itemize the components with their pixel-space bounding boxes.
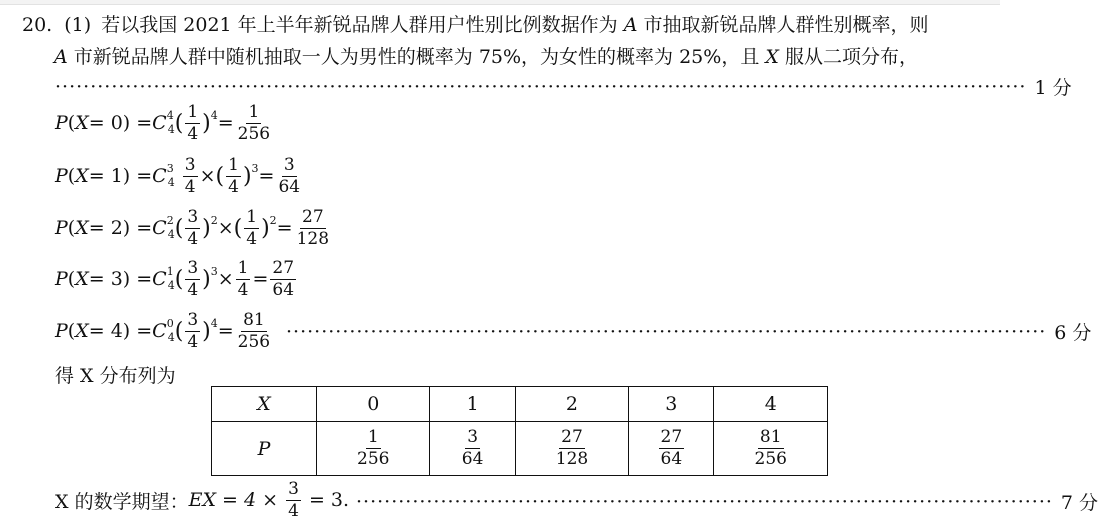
x-value: 3 [629, 387, 714, 422]
expectation-expr: EX = 4 × [188, 489, 279, 511]
x-value: 2 [515, 387, 628, 422]
p-value: $\frac{27}{128}$ [515, 422, 628, 476]
prob-row-3: P ( X = 3) = C 1 4 ( $\frac{3}{4}$ ) 3 × $\frac{1}{4}$ = $\frac{27}{64}$ [55, 257, 295, 300]
x-value: 1 [430, 387, 515, 422]
var-x: X [765, 46, 779, 68]
score-2: 6 分 [1054, 322, 1092, 344]
header-p: P [212, 422, 317, 476]
p-value: $\frac{3}{64}$ [430, 422, 515, 476]
problem-text-2b: 服从二项分布， [784, 46, 918, 68]
score-line-2 [286, 318, 1092, 345]
prob-row-1: P ( X = 1) = C 3 4 $\frac{3}{4}$ × ( $\frac{1}{4}$ ) 3 = $\frac{3}{64}$ [55, 154, 301, 197]
problem-line-2 [54, 42, 918, 69]
problem-number: 20. [22, 14, 53, 36]
x-value: 4 [714, 387, 828, 422]
var-a-2: A [54, 46, 68, 68]
prob-0-result: $\frac{1}{256}$ [237, 101, 271, 144]
x-value: 0 [317, 387, 430, 422]
dot-leader-2: ············································································································ [286, 320, 1047, 343]
score-3: 7 分 [1060, 492, 1098, 514]
problem-line-1 [22, 10, 929, 37]
score-1: 1 分 [1034, 77, 1072, 99]
header-x: X [212, 387, 317, 422]
expectation-result: = 3. [308, 489, 350, 511]
dot-leader-1: ·········································································································································· [55, 75, 1027, 98]
prob-3-result: $\frac{27}{64}$ [272, 257, 295, 300]
expectation-line: X 的数学期望： EX = 4 × $\frac{3}{4}$ = 3. [55, 478, 350, 521]
problem-text-1: 若以我国 2021 年上半年新锐品牌人群用户性别比例数据作为 [101, 14, 618, 36]
table-row-x [212, 387, 828, 422]
top-tab-strip [0, 0, 1000, 5]
p-value: $\frac{27}{64}$ [629, 422, 714, 476]
distribution-table [211, 386, 828, 476]
p-value: $\frac{81}{256}$ [714, 422, 828, 476]
prob-row-2: P ( X = 2) = C 2 4 ( $\frac{3}{4}$ ) 2 × ( $\frac{1}{4}$ ) 2 = $\frac{27}{128}$ [55, 206, 330, 249]
problem-part: (1) [64, 14, 92, 36]
prob-4-result: $\frac{81}{256}$ [237, 309, 271, 352]
p-value: $\frac{1}{256}$ [317, 422, 430, 476]
prob-row-0: P ( X = 0) = C 4 4 ( $\frac{1}{4}$ ) 4 = $\frac{1}{256}$ [55, 101, 271, 144]
problem-text-2: 市新锐品牌人群中随机抽取一人为男性的概率为 75%，为女性的概率为 25%，且 [73, 46, 760, 68]
expectation-lead: X 的数学期望： [55, 490, 189, 513]
table-row-p [212, 422, 828, 476]
distribution-intro: 得 X 分布列为 [55, 365, 176, 387]
score-line-1 [55, 73, 1072, 100]
prob-row-4: P ( X = 4) = C 0 4 ( $\frac{3}{4}$ ) 4 = $\frac{81}{256}$ [55, 309, 271, 352]
dot-leader-3: ··································································································· [356, 490, 1053, 513]
var-a-1: A [623, 14, 638, 36]
prob-2-result: $\frac{27}{128}$ [296, 206, 330, 249]
problem-text-1b: 市抽取新锐品牌人群性别概率，则 [643, 14, 929, 36]
prob-1-result: $\frac{3}{64}$ [278, 154, 301, 197]
score-line-3 [356, 488, 1098, 515]
